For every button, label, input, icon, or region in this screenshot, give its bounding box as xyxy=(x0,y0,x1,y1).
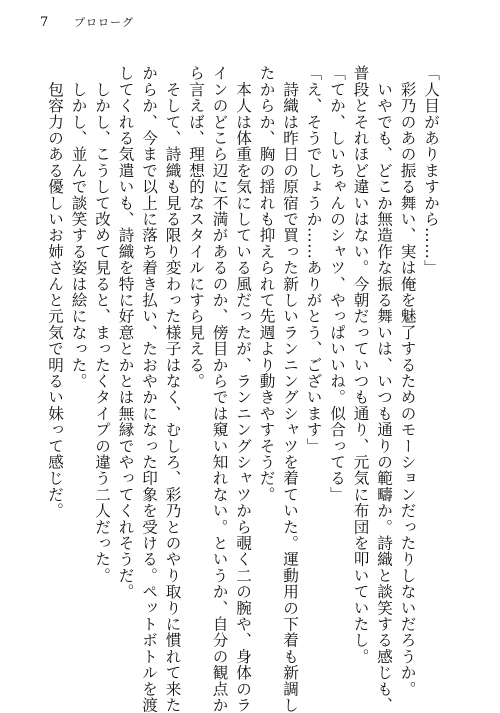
text-line: 詩織は昨日の原宿で買った新しいランニングシャツを着ていた。運動用の下着も新調し xyxy=(281,65,299,713)
text-line: 「人目がありますから……」 xyxy=(422,65,440,276)
text-line: しかし、こうして改めて見ると、まったくタイプの違う二人だった。 xyxy=(93,65,111,584)
text-line: ら言えば、理想的なスタイルにすら見える。 xyxy=(187,65,205,389)
text-line: しかし、並んで談笑する姿は絵になった。 xyxy=(69,65,88,389)
text-line: たからか、胸の揺れも抑えられて先週より動きやすそうだ。 xyxy=(257,65,276,503)
body-text xyxy=(46,65,442,713)
text-line: 「え、そうでしょうか……ありがとう、ございます」 xyxy=(304,65,323,454)
running-head: プロローグ xyxy=(74,16,134,29)
text-line: してくれる気遣いも、詩織を特に好意とかとは無縁でやってくれそうだ。 xyxy=(116,65,135,600)
text-line: そして、詩織も見る限り変わった様子はなく、むしろ、彩乃とのやり取りに慣れて来た xyxy=(163,65,182,713)
text-line: インのどこら辺に不満があるのか、傍目からでは窺い知れない。というか、自分の観点か xyxy=(210,65,229,713)
page-number: 7 xyxy=(40,15,49,30)
text-line: からか、今まで以上に落ち着き払い、たおやかになった印象を受ける。ペットボトルを渡 xyxy=(140,65,158,713)
text-line: 彩乃のあの振る舞い、実は俺を魅了するためのモーションだったりしないだろうか。 xyxy=(398,65,417,697)
text-line: 本人は体重を気にしている風だったが、ランニングシャツから覗く二の腕や、身体のラ xyxy=(234,65,252,713)
text-line: いやでも、どこか無造作な振る舞いは、いつも通りの範疇か。詩織と談笑する感じも、 xyxy=(375,65,393,713)
text-line: 「てか、しいちゃんのシャツ、やっぱいいね。似合ってる」 xyxy=(328,65,346,503)
text-line: 包容力のある優しいお姉さんと元気で明るい妹って感じだ。 xyxy=(46,65,64,519)
text-line: 普段とそれほど違いはない。今朝だっていつも通り、元気に布団を叩いていたし。 xyxy=(351,65,370,665)
